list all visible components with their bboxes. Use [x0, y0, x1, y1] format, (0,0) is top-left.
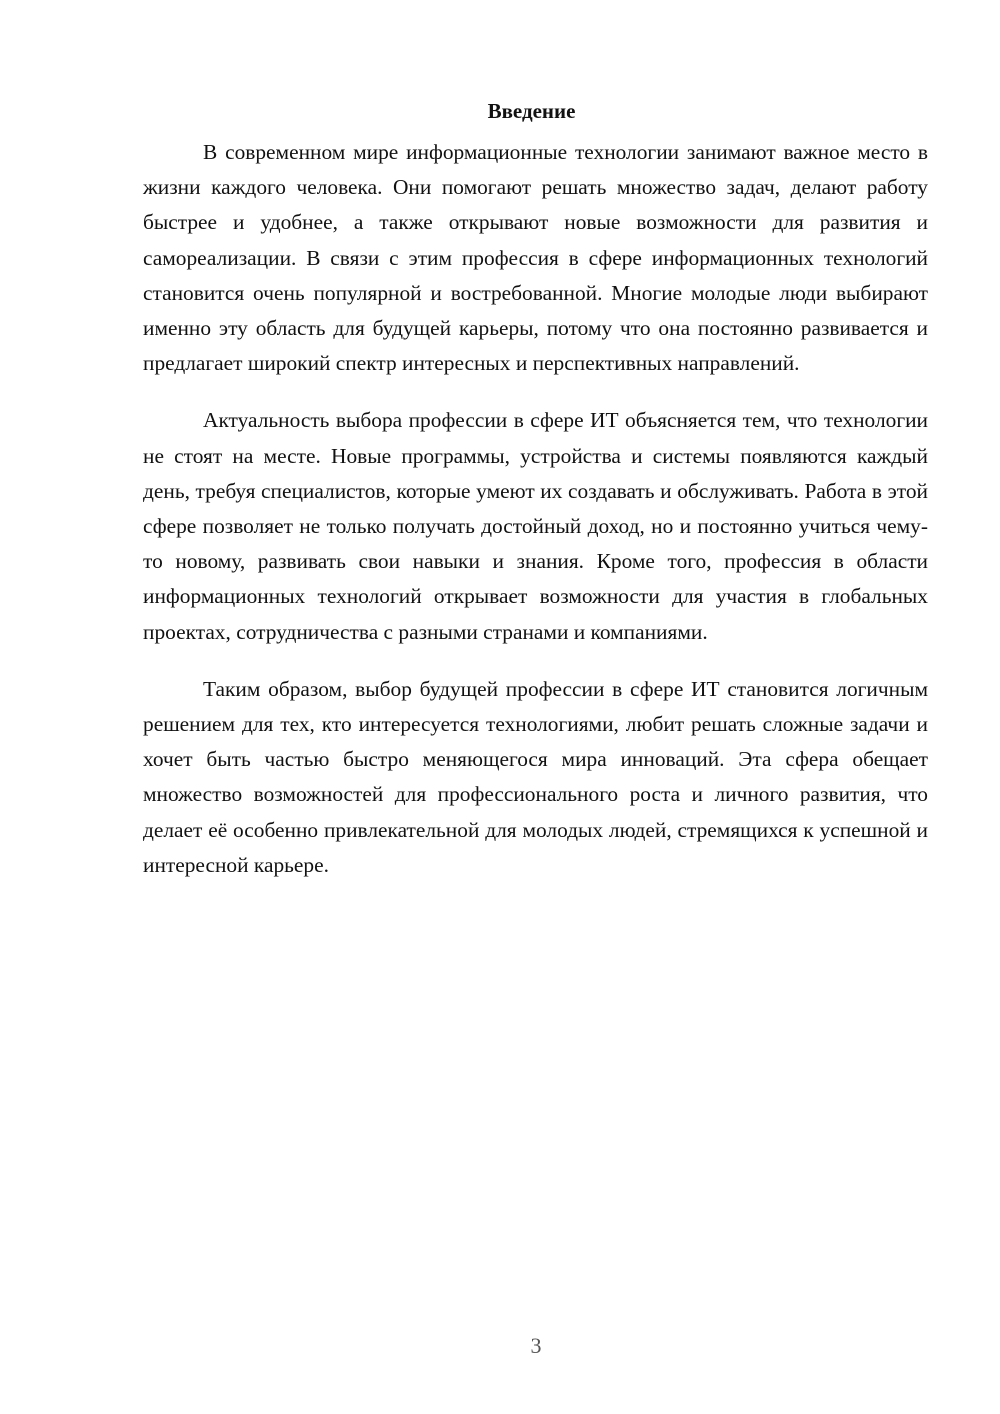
- intro-paragraph-3: Таким образом, выбор будущей профессии в сфере ИТ становится логичным решением для тех, кто интересуется технологиями, любит решать сложные задачи и хочет быть частью быстро меняющегося мира инноваций. Эта сфера обещает множество возможностей для профессионального роста и личного развития, что делает её особенно привлекательной для молодых людей, стремящихся к успешной и интересной карьере.: [143, 676, 928, 877]
- intro-paragraph-2: Актуальность выбора профессии в сфере ИТ объясняется тем, что технологии не стоят на месте. Новые программы, устройства и системы появляются каждый день, требуя специалистов, которые умеют их создавать и обслуживать. Работа в этой сфере позволяет не только получать достойный доход, но и постоянно учиться чему-то новому, развивать свои навыки и знания. Кроме того, профессия в области информационных технологий открывает возможности для участия в глобальных проектах, сотрудничества с разными странами и компаниями.: [143, 408, 928, 644]
- page-content: [143, 96, 928, 883]
- page-number: 3: [530, 1333, 542, 1358]
- intro-paragraph-1: В современном мире информационные технологии занимают важное место в жизни каждого человека. Они помогают решать множество задач, делают работу быстрее и удобнее, а также открывают новые возможности для развития и самореализации. В связи с этим профессия в сфере информационных технологий становится очень популярной и востребованной. Многие молодые люди выбирают именно эту область для будущей карьеры, потому что она постоянно развивается и предлагает широкий спектр интересных и перспективных направлений.: [143, 140, 928, 376]
- section-heading: Введение: [487, 99, 576, 123]
